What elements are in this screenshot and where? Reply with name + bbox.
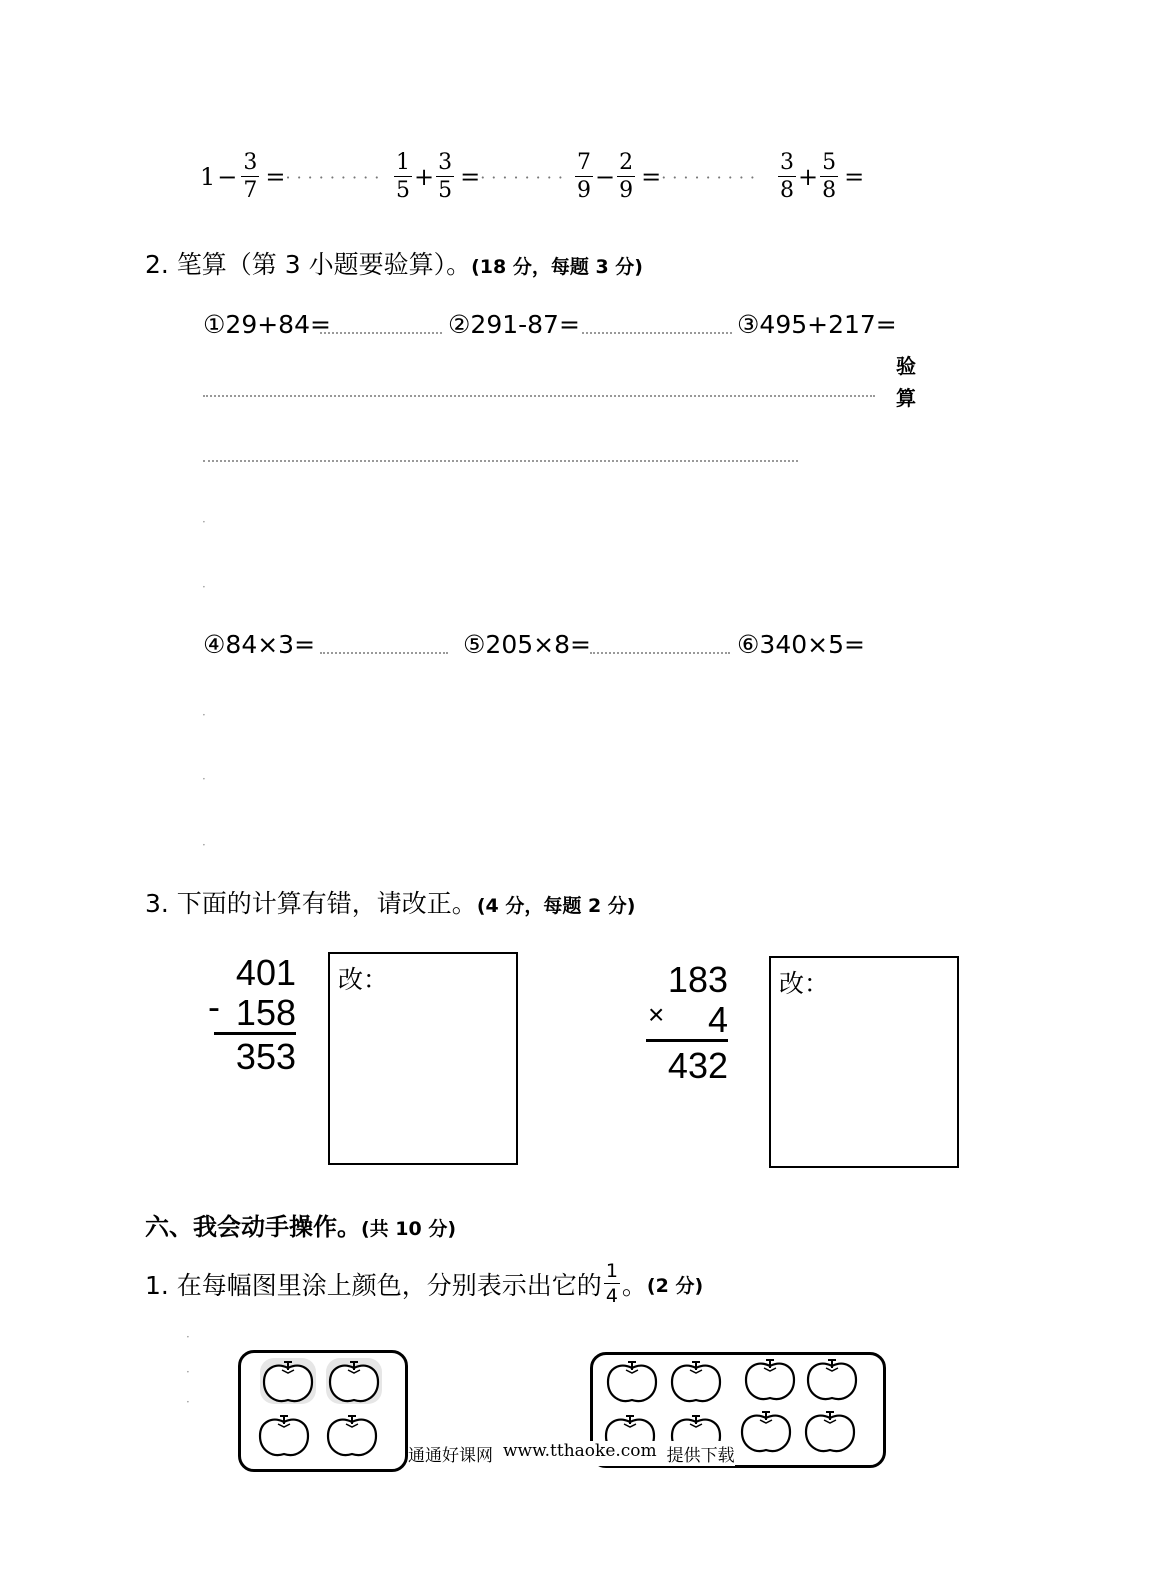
dot-mark: · xyxy=(202,772,206,786)
fraction: $\frac{2}{9}$ xyxy=(619,150,634,203)
question-score: (2 分) xyxy=(646,1274,704,1297)
dot-mark: · xyxy=(202,580,206,594)
vertical-bottom-row: × 4 xyxy=(648,998,728,1040)
vertical-calc-b xyxy=(646,960,728,1086)
fraction-operator: − xyxy=(595,163,616,191)
fraction-problem-1 xyxy=(200,152,385,202)
fraction-operator: + xyxy=(798,163,819,191)
dot-mark: · xyxy=(186,1365,190,1379)
section6-heading: 六、我会动手操作。(共 10 分) xyxy=(145,1213,457,1241)
equals-sign: = xyxy=(460,163,481,191)
fraction: $\frac{7}{9}$ xyxy=(577,150,591,203)
section2-score: (18 分，每题 3 分) xyxy=(471,256,643,278)
vertical-calc-a xyxy=(208,953,296,1077)
result-rule xyxy=(214,1032,296,1035)
vertical-bottom-row: - 158 xyxy=(208,985,296,1033)
work-line[interactable] xyxy=(203,395,875,397)
fraction-whole: 1 xyxy=(200,163,216,191)
fraction-operator: − xyxy=(217,163,238,191)
check-label: 验 算 xyxy=(896,354,916,410)
correction-box-b[interactable] xyxy=(769,956,959,1168)
apple-icon[interactable] xyxy=(806,1412,854,1451)
problem-5: ⑤205×8= xyxy=(463,630,591,659)
apple-icon[interactable] xyxy=(264,1362,312,1401)
vertical-top: 401 xyxy=(235,952,296,993)
fraction-problem-4 xyxy=(776,152,864,202)
answer-dots[interactable] xyxy=(320,652,448,654)
work-line[interactable] xyxy=(203,460,798,462)
answer-dots[interactable] xyxy=(320,332,442,334)
fraction: $\frac{3}{8}$ xyxy=(780,150,794,203)
apple-icon[interactable] xyxy=(328,1416,376,1455)
result-rule xyxy=(646,1039,728,1042)
fraction-problem-2 xyxy=(392,152,569,202)
apple-icon[interactable] xyxy=(608,1362,656,1401)
dot-mark: · xyxy=(186,1395,190,1409)
fraction-operator: + xyxy=(414,163,435,191)
times-sign: × xyxy=(648,998,665,1030)
question-6-1: 1. 在每幅图里涂上颜色，分别表示出它的 $\frac{1}{4}$ 。 (2 分) xyxy=(145,1260,704,1307)
fraction-problem-3 xyxy=(573,152,761,202)
question-text: 1. 在每幅图里涂上颜色，分别表示出它的 xyxy=(145,1271,602,1300)
correction-label: 改： xyxy=(338,965,389,994)
section2-heading: 2. 笔算（第 3 小题要验算）。(18 分，每题 3 分) xyxy=(145,250,643,279)
problem-6: ⑥340×5= xyxy=(737,630,865,659)
apple-icon[interactable] xyxy=(742,1412,790,1451)
problem-2: ②291-87= xyxy=(448,310,580,339)
footer-url[interactable]: www.tthaoke.com xyxy=(503,1441,657,1461)
equals-sign: = xyxy=(844,163,865,191)
fraction: $\frac{1}{4}$ xyxy=(605,1260,618,1307)
dot-mark: · xyxy=(202,838,206,852)
correction-box-a[interactable] xyxy=(328,952,518,1165)
section3-heading: 3. 下面的计算有错，请改正。(4 分，每题 2 分) xyxy=(145,889,636,918)
equals-sign: = xyxy=(641,163,662,191)
apple-group-4 xyxy=(238,1350,408,1472)
dot-mark: · xyxy=(202,515,206,529)
apple-icon[interactable] xyxy=(330,1362,378,1401)
equals-sign: = xyxy=(265,163,286,191)
fraction: $\frac{3}{7}$ xyxy=(243,150,258,203)
footer-site: 通通好课网 xyxy=(408,1446,493,1466)
problem-1: ①29+84= xyxy=(203,310,331,339)
problem-3: ③495+217= xyxy=(737,310,897,339)
answer-dots[interactable]: ········· xyxy=(285,167,386,187)
apple-icon[interactable] xyxy=(746,1360,794,1399)
vertical-top: 183 xyxy=(667,959,728,1000)
dot-mark: · xyxy=(202,708,206,722)
answer-dots[interactable]: ········· xyxy=(661,167,761,187)
apple-icon[interactable] xyxy=(808,1360,856,1399)
apple-icon[interactable] xyxy=(260,1416,308,1455)
section3-score: (4 分，每题 2 分) xyxy=(476,895,636,917)
dot-mark: · xyxy=(186,1330,190,1344)
vertical-result: 353 xyxy=(235,1036,296,1078)
footer-watermark xyxy=(408,1441,735,1466)
answer-dots[interactable] xyxy=(590,652,730,654)
apple-icon[interactable] xyxy=(672,1362,720,1401)
section6-score: (共 10 分) xyxy=(361,1218,457,1240)
footer-tail: 提供下载 xyxy=(666,1446,735,1466)
fraction: $\frac{3}{5}$ xyxy=(438,150,453,203)
correction-label: 改： xyxy=(779,969,830,998)
answer-dots[interactable] xyxy=(582,332,732,334)
fraction: $\frac{5}{8}$ xyxy=(822,150,837,203)
problem-4: ④84×3= xyxy=(203,630,316,659)
fraction: $\frac{1}{5}$ xyxy=(396,150,410,203)
answer-dots[interactable]: ········ xyxy=(480,167,569,187)
vertical-result: 432 xyxy=(667,1045,728,1087)
minus-sign: - xyxy=(208,985,220,1027)
